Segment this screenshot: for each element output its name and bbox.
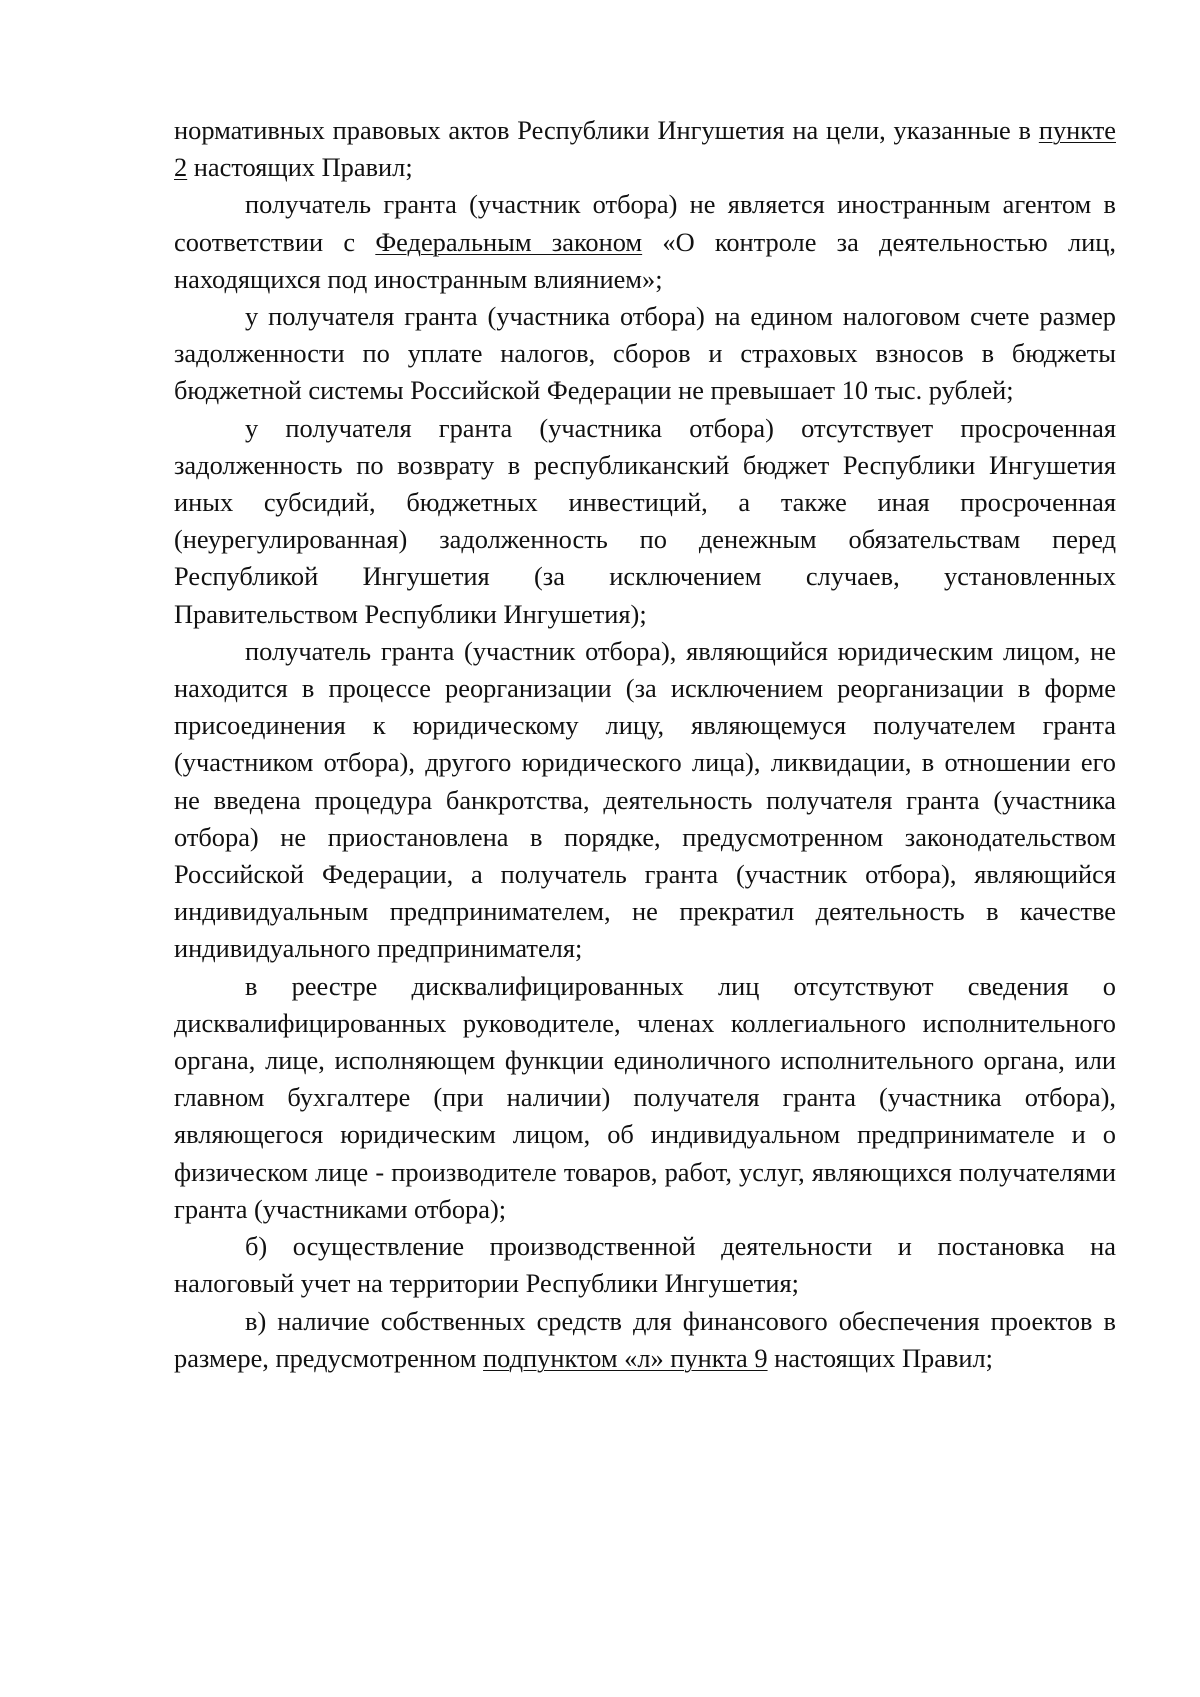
paragraph-text: настоящих Правил;	[767, 1342, 994, 1373]
paragraph-text: б) осуществление производственной деятельности и постановка на налоговый учет на территории Республики Ингушетия;	[174, 1231, 1116, 1299]
document-paragraph	[174, 633, 1116, 968]
document-paragraph	[174, 186, 1116, 298]
paragraph-text: в реестре дисквалифицированных лиц отсутствуют сведения о дисквалифицированных руководителе, членах коллегиального исполнительного органа, лице, исполняющем функции единоличного исполнительного органа, или главном бухгалтере (при наличии) получателя гранта (участника отбора), являющегося юридическим лицом, об индивидуальном предпринимателе и о физическом лице - производителе товаров, работ, услуг, являющихся получателями гранта (участниками отбора);	[174, 970, 1116, 1224]
document-paragraph	[174, 1228, 1116, 1302]
paragraph-text: получатель гранта (участник отбора) не является иностранным агентом в соответствии с	[174, 189, 1116, 257]
document-paragraph	[174, 298, 1116, 410]
paragraph-text: у получателя гранта (участника отбора) отсутствует просроченная задолженность по возврату в республиканский бюджет Республики Ингушетия иных субсидий, бюджетных инвестиций, а также иная просроченная (неурегулированная) задолженность по денежным обязательствам перед Республикой Ингушетия (за исключением случаев, установленных Правительством Республики Ингушетия);	[174, 412, 1116, 629]
link-federal-law[interactable]: Федеральным законом	[375, 226, 643, 257]
paragraph-text: настоящих Правил;	[187, 152, 413, 183]
paragraph-text: у получателя гранта (участника отбора) на едином налоговом счете размер задолженности по уплате налогов, сборов и страховых взносов в бюджеты бюджетной системы Российской Федерации не превышает 10 тыс. рублей;	[174, 301, 1116, 406]
link-punkt-2[interactable]: пункте 2	[174, 115, 1116, 183]
paragraph-text: в) наличие собственных средств для финансового обеспечения проектов в размере, предусмотренном	[174, 1305, 1116, 1373]
link-podpunkt-l-punkt-9[interactable]: подпунктом «л» пункта 9	[483, 1342, 768, 1373]
paragraph-text: получатель гранта (участник отбора), являющийся юридическим лицом, не находится в процессе реорганизации (за исключением реорганизации в форме присоединения к юридическому лицу, являющемуся получателем гранта (участником отбора), другого юридического лица), ликвидации, в отношении его не введена процедура банкротства, деятельность получателя гранта (участника отбора) не приостановлена в порядке, предусмотренном законодательством Российской Федерации, а получатель гранта (участник отбора), являющийся индивидуальным предпринимателем, не прекратил деятельность в качестве индивидуального предпринимателя;	[174, 635, 1116, 964]
document-body	[174, 112, 1116, 1377]
document-paragraph	[174, 112, 1116, 186]
document-paragraph	[174, 1303, 1116, 1377]
document-paragraph	[174, 410, 1116, 633]
paragraph-text: нормативных правовых актов Республики Ингушетия на цели, указанные в	[174, 115, 1039, 145]
document-paragraph	[174, 968, 1116, 1228]
paragraph-text: «О контроле за деятельностью лиц, находящихся под иностранным влиянием»;	[174, 226, 1117, 294]
